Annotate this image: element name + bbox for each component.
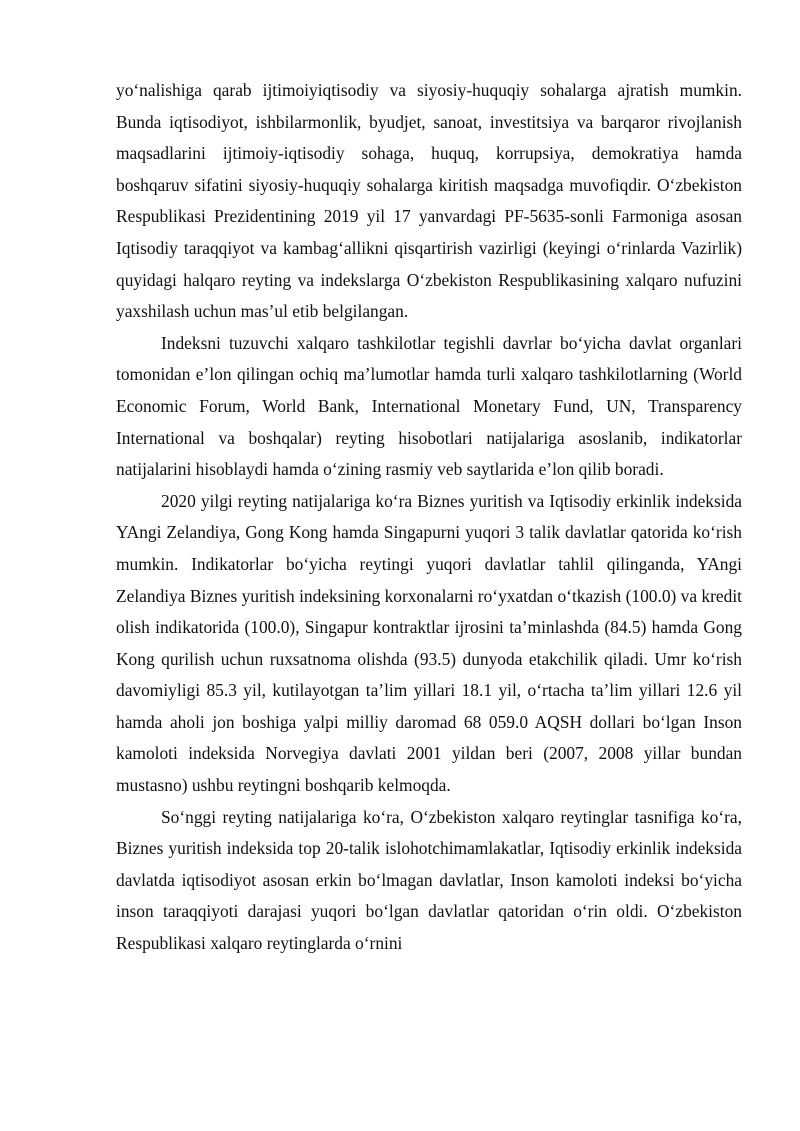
paragraph-2: Indeksni tuzuvchi xalqaro tashkilotlar tegishli davrlar boʻyicha davlat organlari tomonidan e’lon qilingan ochiq ma’lumotlar hamda turli xalqaro tashkilotlarning (World Economic Forum, World Bank, International Monetary Fund, UN, Transparency International va boshqalar) reyting hisobotlari natijalariga asoslanib, indikatorlar natijalarini hisoblaydi hamda oʻzining rasmiy veb saytlarida e’lon qilib boradi. — [116, 332, 742, 480]
paragraph-1: yoʻnalishiga qarab ijtimoiyiqtisodiy va siyosiy-huquqiy sohalarga ajratish mumkin. Bunda iqtisodiyot, ishbilarmonlik, byudjet, sanoat, investitsiya va barqaror rivojlanish maqsadlarini ijtimoiy-iqtisodiy sohaga, huquq, korrupsiya, demokratiya hamda boshqaruv sifatini siyosiy-huquqiy sohalarga kiritish maqsadga muvofiqdir. Oʻzbekiston Respublikasi Prezidentining 2019 yil 17 yanvardagi PF-5635-sonli Farmoniga asosan Iqtisodiy taraqqiyot va kambagʻallikni qisqartirish vazirligi (keyingi oʻrinlarda Vazirlik) quyidagi halqaro reyting va indekslarga Oʻzbekiston Respublikasining xalqaro nufuzini yaxshilash uchun mas’ul etib belgilangan. — [116, 80, 742, 322]
paragraph-4: Soʻnggi reyting natijalariga koʻra, Oʻzbekiston xalqaro reytinglar tasnifiga koʻra, Biznes yuritish indeksida top 20-talik islohotchimamlakatlar, Iqtisodiy erkinlik indeksida davlatda iqtisodiyot asosan erkin boʻlmagan davlatlar, Inson kamoloti indeksi boʻyicha inson taraqqiyoti darajasi yuqori boʻlgan davlatlar qatoridan oʻrin oldi. Oʻzbekiston Respublikasi xalqaro reytinglarda oʻrnini — [116, 806, 742, 954]
document-page — [116, 75, 742, 960]
paragraph-3: 2020 yilgi reyting natijalariga koʻra Biznes yuritish va Iqtisodiy erkinlik indeksida YAngi Zelandiya, Gong Kong hamda Singapurni yuqori 3 talik davlatlar qatorida koʻrish mumkin. Indikatorlar boʻyicha reytingi yuqori davlatlar tahlil qilinganda, YAngi Zelandiya Biznes yuritish indeksining korxonalarni roʻyxatdan oʻtkazish (100.0) va kredit olish indikatorida (100.0), Singapur kontraktlar ijrosini ta’minlashda (84.5) hamda Gong Kong qurilish uchun ruxsatnoma olishda (93.5) dunyoda etakchilik qiladi. Umr koʻrish davomiyligi 85.3 yil, kutilayotgan ta’lim yillari 18.1 yil, oʻrtacha ta’lim yillari 12.6 yil hamda aholi jon boshiga yalpi milliy daromad 68 059.0 AQSH dollari boʻlgan Inson kamoloti indeksida Norvegiya davlati 2001 yildan beri (2007, 2008 yillar bundan mustasno) ushbu reytingni boshqarib kelmoqda. — [116, 490, 742, 796]
